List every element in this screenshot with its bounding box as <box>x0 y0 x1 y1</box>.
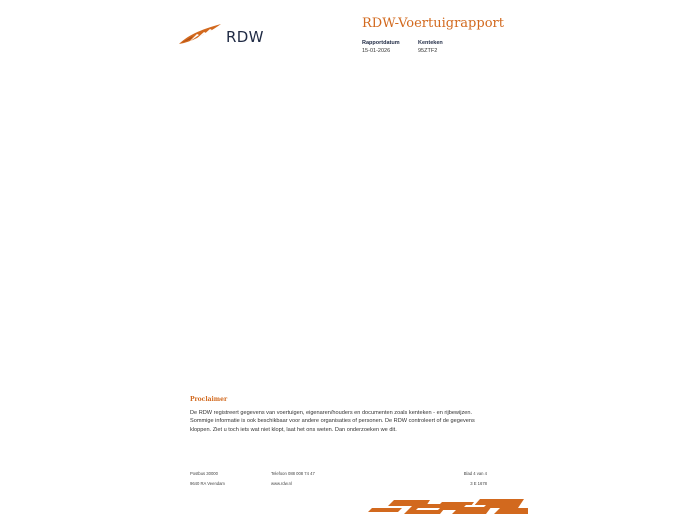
license-plate-block <box>418 39 443 55</box>
rdw-wing-icon <box>177 22 223 46</box>
disclaimer-title: Proclaimer <box>190 396 228 403</box>
disclaimer-text <box>190 409 490 434</box>
logo-text: RDW <box>226 28 264 46</box>
report-date-block <box>362 39 400 55</box>
disclaimer-line: De RDW registreert gegevens van voertuigen, eigenaren/houders en documenten zoals kenteken - en rijbewijzen. <box>190 410 473 416</box>
footer-city: 9640 RA Veendam <box>190 481 225 486</box>
report-date-label: Rapportdatum <box>362 40 400 46</box>
footer-postbus: Postbus 30000 <box>190 471 218 476</box>
license-plate-value: 95ZTF2 <box>418 48 438 54</box>
footer-page-number: Blad 4 van 4 <box>463 471 487 476</box>
footer-website: www.rdw.nl <box>271 481 292 486</box>
footer-phone: Telefoon 088 008 74 47 <box>271 471 315 476</box>
speed-stripes <box>368 498 528 514</box>
license-plate-label: Kenteken <box>418 40 443 46</box>
disclaimer-line: kloppen. Ziet u toch iets wat niet klopt, laat het ons weten. Dan onderzoeken we dit. <box>190 426 397 433</box>
report-title: RDW-Voertuigrapport <box>362 16 504 31</box>
disclaimer-line: Sommige informatie is ook beschikbaar voor andere organisaties of personen. De RDW controleert of de gegevens <box>190 418 475 425</box>
rdw-logo <box>177 16 269 48</box>
footer-code: 3 E 1678 <box>470 481 487 486</box>
report-date-value: 15-01-2026 <box>362 48 391 54</box>
